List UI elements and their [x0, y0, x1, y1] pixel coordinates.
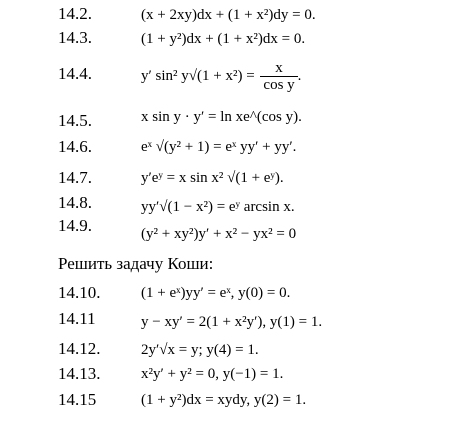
problem-equation: eˣ √(y² + 1) = eˣ yy′ + yy′.	[141, 139, 297, 155]
problem-equation: (1 + y²)dx + (1 + x²)dx = 0.	[141, 31, 306, 47]
problem-equation: (x + 2xy)dx + (1 + x²)dy = 0.	[141, 7, 316, 23]
problem-equation: y − xy′ = 2(1 + x²y′), y(1) = 1.	[141, 314, 323, 330]
problem-number: 14.7.	[58, 168, 92, 187]
problem-equation: (1 + eˣ)yy′ = eˣ, y(0) = 0.	[141, 285, 291, 301]
problem-equation: (1 + y²)dx = xydy, y(2) = 1.	[141, 392, 307, 408]
problem-number: 14.6.	[58, 137, 92, 156]
problem-equation: 2y′√x = y; y(4) = 1.	[141, 342, 259, 358]
problem-number: 14.11	[58, 309, 96, 328]
problem-number: 14.4.	[58, 64, 92, 83]
problem-equation: yy′√(1 − x²) = eʸ arcsin x.	[141, 199, 295, 215]
fraction	[260, 60, 297, 93]
problem-number: 14.3.	[58, 28, 92, 47]
fraction-denominator: cos y	[263, 77, 295, 94]
problem-number: 14.5.	[58, 111, 92, 130]
problem-equation: x²y′ + y² = 0, y(−1) = 1.	[141, 366, 284, 382]
equation-end: .	[297, 68, 302, 84]
problem-number: 14.2.	[58, 4, 92, 23]
problem-number: 14.9.	[58, 216, 92, 235]
fraction-numerator: x	[260, 60, 297, 77]
problem-number: 14.15	[58, 390, 97, 409]
equation-left: y′ sin² y√(1 + x²) =	[141, 68, 255, 84]
problem-equation	[141, 59, 301, 93]
problem-number: 14.10.	[58, 283, 101, 302]
problem-number: 14.12.	[58, 339, 101, 358]
section-heading: Решить задачу Коши:	[58, 254, 214, 273]
problem-equation: y′eʸ = x sin x² √(1 + eʸ).	[141, 170, 284, 186]
problem-equation: x sin y · y′ = ln xe^(cos y).	[141, 109, 302, 125]
problem-number: 14.13.	[58, 364, 101, 383]
problem-number: 14.8.	[58, 193, 92, 212]
problem-equation: (y² + xy²)y′ + x² − yx² = 0	[141, 226, 297, 242]
